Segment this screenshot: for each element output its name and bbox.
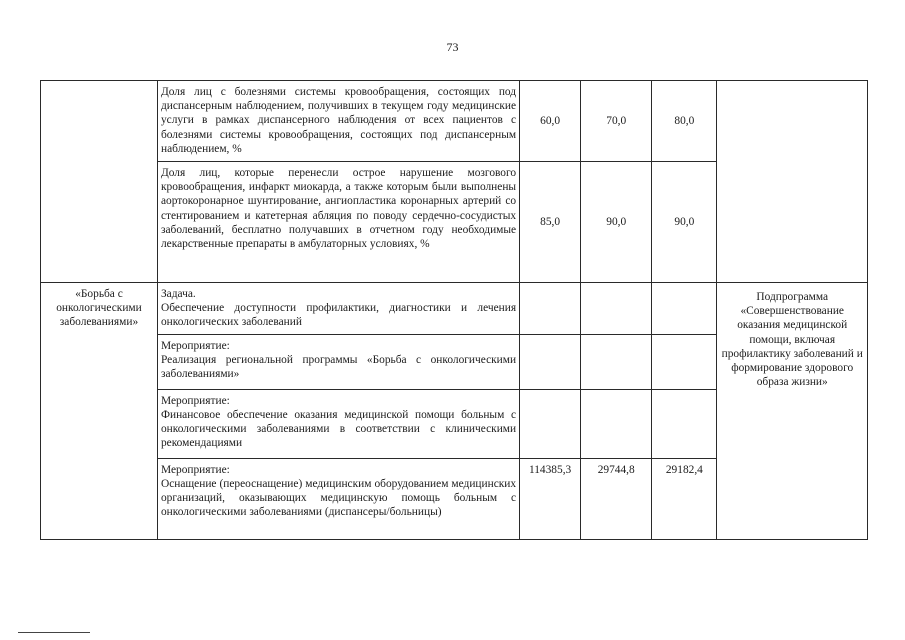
page-number: 73 xyxy=(446,40,459,54)
value-cell: 85,0 xyxy=(520,162,581,283)
measure-text: Финансовое обеспечение оказания медицинской помощи больным с онкологическими заболеваниями в соответствии с клиническими рекомендациями xyxy=(160,408,517,450)
value-cell: 90,0 xyxy=(652,162,717,283)
value-cell: 29744,8 xyxy=(581,458,652,539)
measure-label: Мероприятие: xyxy=(160,463,230,476)
subprogram-name: Подпрограмма «Совершенствование оказания медицинской помощи, включая профилактику заболеваний и формирование здорового образа жизни» xyxy=(721,291,863,389)
indicator-description: Доля лиц, которые перенесли острое нарушение мозгового кровообращения, инфаркт миокарда, а также которым были выполнены аортокоронарное шунтирование, ангиопластика коронарных артерий со стентированием и катетерная абляция по поводу сердечно-сосудистых заболеваний, бесплатно получавших в отчетном году необходимые лекарственные препараты в амбулаторных условиях, % xyxy=(157,162,519,283)
empty-cell xyxy=(581,283,652,335)
value-cell: 60,0 xyxy=(520,81,581,162)
measure-text: Оснащение (переоснащение) медицинским оборудованием медицинских организаций, оказывающих медицинскую помощь больным с онкологическими заболеваниями (диспансеры/больницы) xyxy=(160,477,517,519)
empty-cell xyxy=(520,389,581,458)
subprogram-cell xyxy=(717,283,868,540)
table-row xyxy=(41,81,868,162)
value-cell: 114385,3 xyxy=(520,458,581,539)
empty-cell xyxy=(520,334,581,389)
value-cell: 70,0 xyxy=(581,81,652,162)
task-cell xyxy=(157,283,519,335)
empty-cell xyxy=(581,334,652,389)
measure-cell xyxy=(157,334,519,389)
table-row xyxy=(41,283,868,335)
measure-text: Реализация региональной программы «Борьба с онкологическими заболеваниями» xyxy=(160,353,517,381)
task-text: Обеспечение доступности профилактики, диагностики и лечения онкологических заболеваний xyxy=(160,302,517,329)
empty-cell xyxy=(717,81,868,283)
empty-cell xyxy=(581,389,652,458)
empty-cell xyxy=(520,283,581,335)
value-cell: 90,0 xyxy=(581,162,652,283)
value-cell: 80,0 xyxy=(652,81,717,162)
project-name: «Борьба с онкологическими заболеваниями» xyxy=(41,283,158,540)
indicator-description: Доля лиц с болезнями системы кровообращения, состоящих под диспансерным наблюдением, получивших в текущем году медицинские услуги в рамках диспансерного наблюдения от всех пациентов с болезнями системы кровообращения, состоящих под диспансерным наблюдением, % xyxy=(157,81,519,162)
footer-rule xyxy=(18,632,90,633)
measure-label: Мероприятие: xyxy=(160,339,230,352)
measure-cell xyxy=(157,458,519,539)
empty-cell xyxy=(652,283,717,335)
task-label: Задача. xyxy=(160,288,196,300)
measure-cell xyxy=(157,389,519,458)
empty-cell xyxy=(652,389,717,458)
measure-label: Мероприятие: xyxy=(160,394,230,407)
empty-cell xyxy=(41,81,158,283)
empty-cell xyxy=(652,334,717,389)
value-cell: 29182,4 xyxy=(652,458,717,539)
program-table xyxy=(40,80,868,540)
